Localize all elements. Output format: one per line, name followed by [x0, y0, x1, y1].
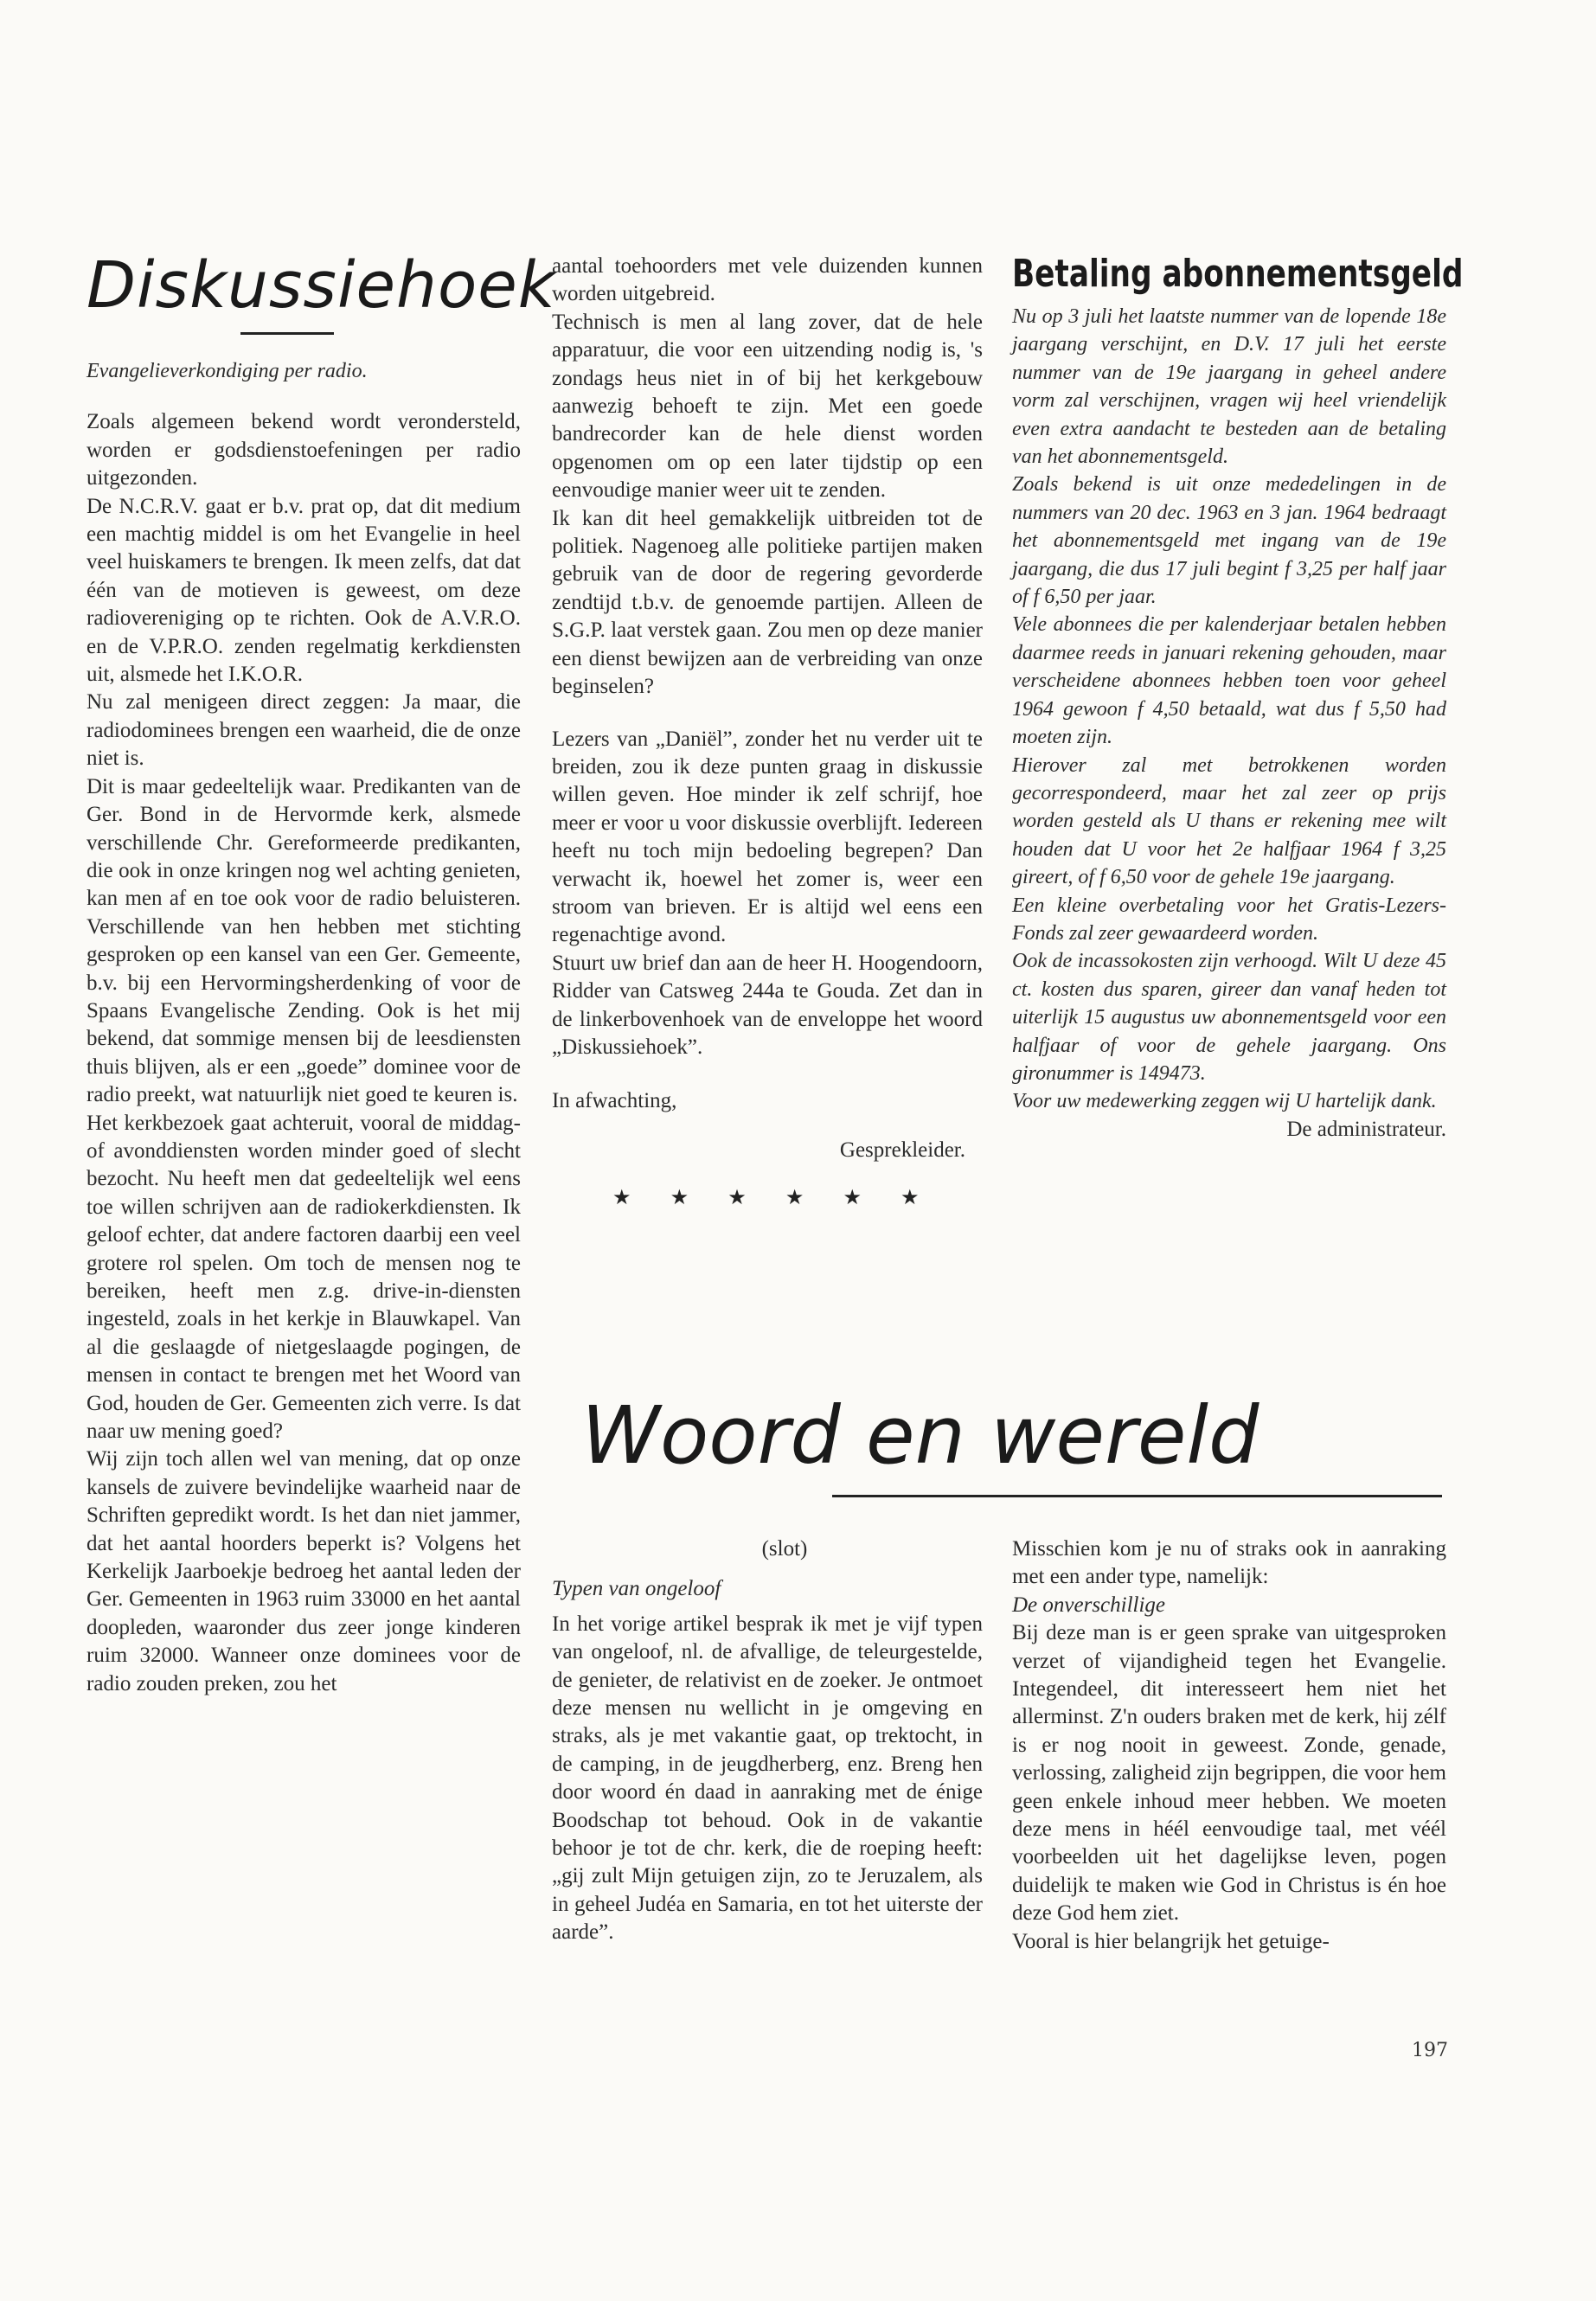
star-icon: ★	[612, 1185, 631, 1210]
signature-gesprekleider: Gesprekleider.	[839, 1138, 965, 1162]
woord-en-wereld-title: Woord en wereld	[581, 1389, 1259, 1482]
star-icon: ★	[843, 1185, 862, 1210]
paragraph: Vele abonnees die per kalenderjaar betalen hebben daarmee reeds in januari rekening gehouden, maar verscheidene abonnees hebben toen voor geheel 1964 gewoon f 4,50 betaald, wat dus f 5,50 had moeten zijn.	[1012, 613, 1446, 749]
paragraph: Voor uw medewerking zeggen wij U hartelijk dank.	[1012, 1090, 1437, 1113]
diskussiehoek-continued-column	[552, 253, 983, 1209]
paragraph: Het kerkbezoek gaat achteruit, vooral de middag- of avonddiensten worden minder goed of slecht bezocht. Nu heeft men dat gedeeltelijk wel eens toe willen schrijven aan de radiokerkdiensten. Ik geloof echter, dat andere factoren daarbij een veel grotere rol spelen. Om toch de mensen nog te bereiken, heeft men z.g. drive-in-diensten ingesteld, zoals in het kerkje in Blauwkapel. Van al die geslaagde of nietgeslaagde pogingen, de mensen in contact te brengen met het Woord van God, houden de Ger. Gemeenten zich verre. Is dat naar uw mening goed?	[87, 1111, 521, 1444]
diskussiehoek-subtitle: Evangelieverkondiging per radio.	[87, 360, 368, 382]
star-icon: ★	[785, 1185, 804, 1210]
betaling-body	[1012, 303, 1446, 1116]
typen-subtitle: Typen van ongeloof	[552, 1577, 721, 1601]
paragraph: Technisch is men al lang zover, dat de hele apparatuur, die voor een uitzending nodig is, 's zondags heus niet in of bij het kerkgebouw aanwezig behoeft te zijn. Met een goede bandrecorder kan de hele dienst worden opgenomen om op een later tijdstip op een eenvoudige manier weer uit te zenden.	[552, 310, 983, 503]
star-icon: ★	[670, 1185, 689, 1210]
betaling-title: Betaling abonnementsgeld	[1012, 252, 1464, 296]
paragraph: Zoals bekend is uit onze mededelingen in de nummers van 20 dec. 1963 en 3 jan. 1964 bedraagt het abonnementsgeld met ingang van de 19e jaargang, die dus 17 juli begint f 3,25 per half jaar of f 6,50 per jaar.	[1012, 473, 1446, 609]
type-heading-onverschillige: De onverschillige	[1012, 1593, 1166, 1617]
paragraph: De N.C.R.V. gaat er b.v. prat op, dat dit medium een machtig middel is om het Evangelie in heel veel huiskamers te brengen. Ik meen zelfs, dat dat één van de motieven is geweest, om deze radiovereniging op te richten. Ook de A.V.R.O. en de V.P.R.O. zenden regelmatig kerkdiensten uit, alsmede het I.K.O.R.	[87, 494, 521, 687]
paragraph: Vooral is hier belangrijk het getuige-	[1012, 1929, 1330, 1953]
star-icon: ★	[901, 1185, 920, 1210]
paragraph: Bij deze man is er geen sprake van uitgesproken verzet of vijandigheid tegen het Evangelie. Integendeel, dit interesseert hem niet het allerminst. Z'n ouders braken met de kerk, hij zélf is er nog nooit in geweest. Zonde, genade, verlossing, zaligheid zijn begrippen, die voor hem geen enkele inhoud meer hebben. We moeten deze mens in héél eenvoudige taal, met véél voorbeelden uit het dagelijkse leven, pogen duidelijk te maken wie God in Christus is én hoe deze God hem ziet.	[1012, 1621, 1446, 1926]
woord-middle-body: In het vorige artikel besprak ik met je vijf typen van ongeloof, nl. de afvallige, de teleurgestelde, de genieter, de relativist en de zoeker. Je ontmoet deze mensen nu wellicht in je omgeving en straks, als je met vakantie gaat, op trektocht, in de camping, in de jeugdherberg, enz. Breng hen door woord én daad in aanraking met de énige Boodschap tot behoud. Ook in de vakantie behoor je tot de chr. kerk, die de roeping heeft: „gij zult Mijn getuigen zijn, zo te Jeruzalem, als in geheel Judéa en Samaria, en tot het uiterste der aarde”.	[552, 1612, 983, 1945]
closing-text: In afwachting,	[552, 1089, 677, 1113]
paragraph: Hierover zal met betrokkenen worden gecorrespondeerd, maar het zal zeer op prijs worden gesteld als U thans er rekening mee wilt houden dat U voor het 2e halfjaar 1964 f 3,25 gireert, of f 6,50 voor de gehele 19e jaargang.	[1012, 753, 1446, 889]
slot-label: (slot)	[761, 1537, 808, 1561]
paragraph: Ik kan dit heel gemakkelijk uitbreiden tot de politiek. Nagenoeg alle politieke partijen maken gebruik van de door de regering gevorderde zendtijd t.b.v. de genoemde partijen. Alleen de S.G.P. laat verstek gaan. Zou men op deze manier een dienst bewijzen aan de verbreiding van onze beginselen?	[552, 506, 983, 699]
paragraph: Wij zijn toch allen wel van mening, dat op onze kansels de zuivere bevindelijke waarheid naar de Schriften gepredikt wordt. Is het dan niet jammer, dat het aantal hoorders beperkt is? Volgens het Kerkelijk Jaarboekje bedroeg het aantal leden der Ger. Gemeenten in 1963 ruim 33000 en het aantal doopleden, waaronder dus zeer jonge kinderen ruim 32000. Wanneer onze dominees voor de radio zouden preken, zou het	[87, 1447, 521, 1695]
woord-en-wereld-header	[581, 1389, 1446, 1497]
paragraph: Misschien kom je nu of straks ook in aanraking met een ander type, namelijk:	[1012, 1537, 1446, 1589]
diskussiehoek-column	[87, 248, 556, 1698]
paragraph: Stuurt uw brief dan aan de heer H. Hoogendoorn, Ridder van Catsweg 244a te Gouda. Zet dan in de linkerbovenhoek van de enveloppe het woord „Diskussiehoek”.	[552, 951, 983, 1059]
star-divider	[612, 1185, 983, 1209]
continued-body	[552, 253, 983, 1061]
paragraph: Zoals algemeen bekend wordt verondersteld, worden er godsdienstoefeningen per radio uitgezonden.	[87, 410, 521, 490]
paragraph: Nu op 3 juli het laatste nummer van de lopende 18e jaargang verschijnt, en D.V. 17 juli het eerste nummer van de 19e jaargang in geheel andere vorm zal verschijnen, vragen wij heel vriendelijk even extra aandacht te besteden aan de betaling van het abonnementsgeld.	[1012, 305, 1446, 469]
signature-administrateur: De administrateur.	[1286, 1117, 1446, 1141]
title-underline	[832, 1495, 1442, 1497]
paragraph: Lezers van „Daniël”, zonder het nu verder uit te breiden, zou ik deze punten graag in diskussie willen geven. Hoe minder ik zelf schrijf, hoe meer er voor u voor diskussie overblijft. Iedereen heeft nu toch mijn bedoeling begrepen? Dan verwacht ik, hoewel het zomer is, weer een stroom van brieven. Er is altijd wel eens een regenachtige avond.	[552, 727, 983, 947]
woord-column-middle	[552, 1535, 983, 1947]
paragraph: Dit is maar gedeeltelijk waar. Predikanten van de Ger. Bond in de Hervormde kerk, alsmede verschillende Chr. Gereformeerde predikanten, die ook in onze kringen nog wel achting genieten, kan men af en toe ook voor de radio beluisteren. Verschillende van hen hebben met stichting gesproken op een kansel van een Ger. Gemeente, b.v. bij een Hervormingsherdenking of voor de Spaans Evangelische Zending. Ook is het mij bekend, dat sommige mensen bij de leesdiensten thuis blijven, als er een „goede” dominee voor de radio preekt, wat natuurlijk niet goed te keuren is.	[87, 774, 521, 1107]
paragraph: Ook de incassokosten zijn verhoogd. Wilt U deze 45 ct. kosten dus sparen, gireer dan vanaf heden tot uiterlijk 15 augustus uw abonnementsgeld voor een halfjaar of voor de gehele jaargang. Ons gironummer is 149473.	[1012, 950, 1446, 1085]
diskussiehoek-body	[87, 408, 521, 1698]
title-underline	[240, 332, 334, 335]
woord-column-right	[1012, 1535, 1446, 1956]
betaling-column	[1012, 252, 1464, 1144]
page-number: 197	[1412, 2040, 1448, 2061]
paragraph: Nu zal menigeen direct zeggen: Ja maar, die radiodominees brengen een waarheid, die de onze niet is.	[87, 690, 521, 771]
star-icon: ★	[727, 1185, 747, 1210]
paragraph: aantal toehoorders met vele duizenden kunnen worden uitgebreid.	[552, 254, 983, 306]
paragraph: Een kleine overbetaling voor het Gratis-Lezers-Fonds zal zeer gewaardeerd worden.	[1012, 894, 1446, 945]
diskussiehoek-title: Diskussiehoek	[87, 248, 556, 323]
